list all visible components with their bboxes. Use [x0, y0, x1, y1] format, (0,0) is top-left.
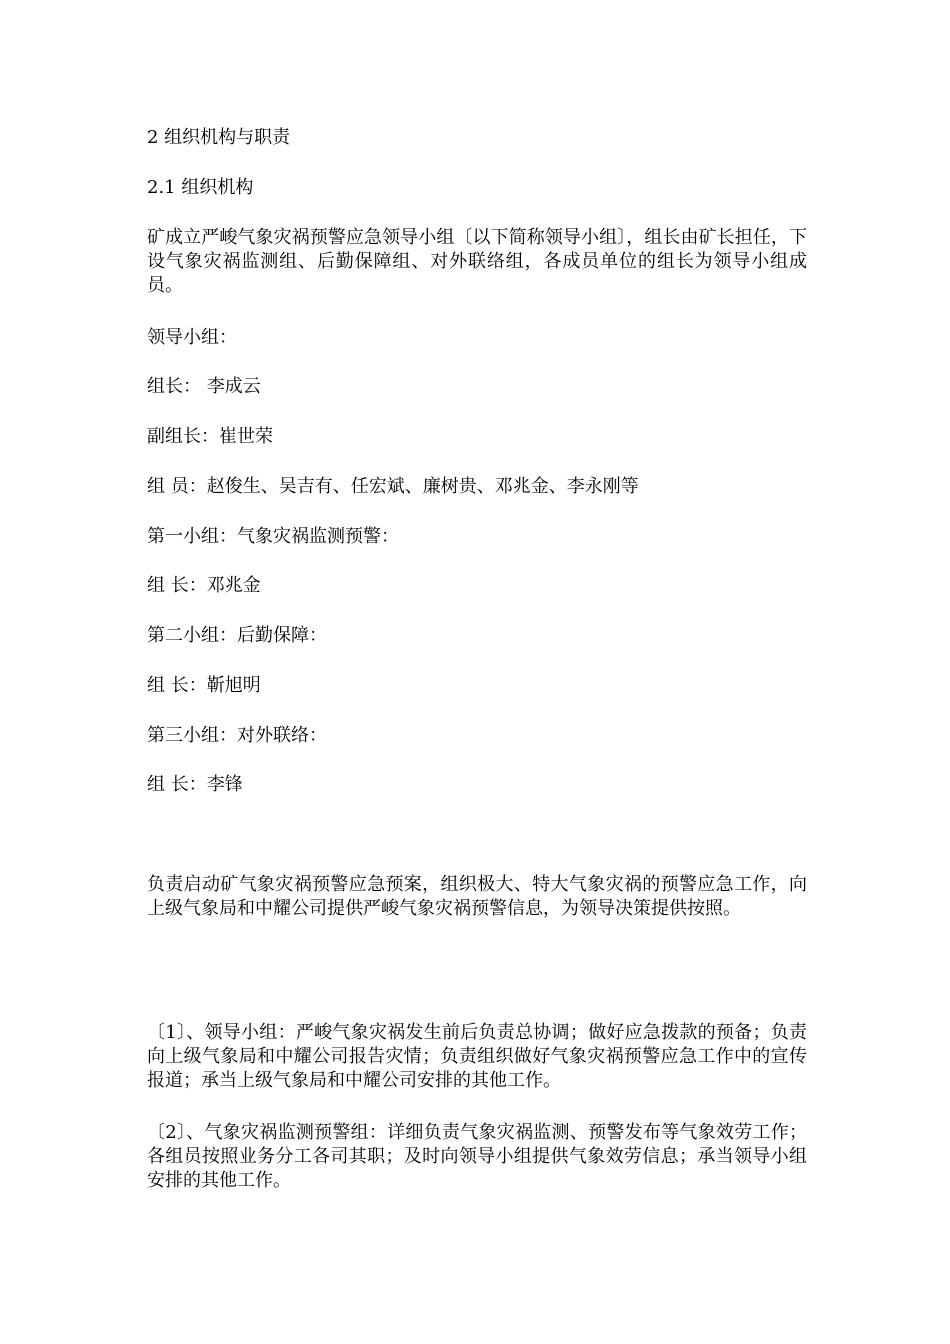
- deputy-leader-line: 副组长：崔世荣: [147, 426, 273, 447]
- duty-paragraph-1: 〔1〕、领导小组：严峻气象灾祸发生前后负责总协调；做好应急拨款的预备；负责向上级气象局和中耀公司报告灾情；负责组织做好气象灾祸预警应急工作中的宣传报道；承当上级气象局和中耀公司安排的其他工作。: [147, 1022, 807, 1091]
- group2-leader: 组 长：靳旭明: [147, 675, 261, 696]
- members-line: 组 员：赵俊生、吴吉有、任宏斌、廉树贵、邓兆金、李永刚等: [147, 476, 639, 497]
- responsibility-paragraph: 负责启动矿气象灾祸预警应急预案，组织极大、特大气象灾祸的预警应急工作，向上级气象局和中耀公司提供严峻气象灾祸预警信息，为领导决策提供按照。: [147, 874, 807, 919]
- group3-leader: 组 长：李锋: [147, 774, 243, 795]
- leadership-label: 领导小组：: [147, 327, 237, 348]
- group3-title: 第三小组：对外联络：: [147, 725, 327, 746]
- intro-paragraph: 矿成立严峻气象灾祸预警应急领导小组〔以下简称领导小组〕，组长由矿长担任，下设气象灾祸监测组、后勤保障组、对外联络组，各成员单位的组长为领导小组成员。: [147, 227, 807, 296]
- group2-title: 第二小组：后勤保障：: [147, 625, 327, 646]
- group1-title: 第一小组：气象灾祸监测预警：: [147, 526, 399, 547]
- duty-paragraph-2: 〔2〕、气象灾祸监测预警组：详细负责气象灾祸监测、预警发布等气象效劳工作；各组员按照业务分工各司其职；及时向领导小组提供气象效劳信息；承当领导小组安排的其他工作。: [147, 1122, 807, 1191]
- subsection-heading: 2.1 组织机构: [147, 177, 254, 198]
- group1-leader: 组 长：邓兆金: [147, 575, 261, 596]
- leader-line: 组长： 李成云: [147, 376, 261, 397]
- section-heading: 2 组织机构与职责: [147, 127, 291, 148]
